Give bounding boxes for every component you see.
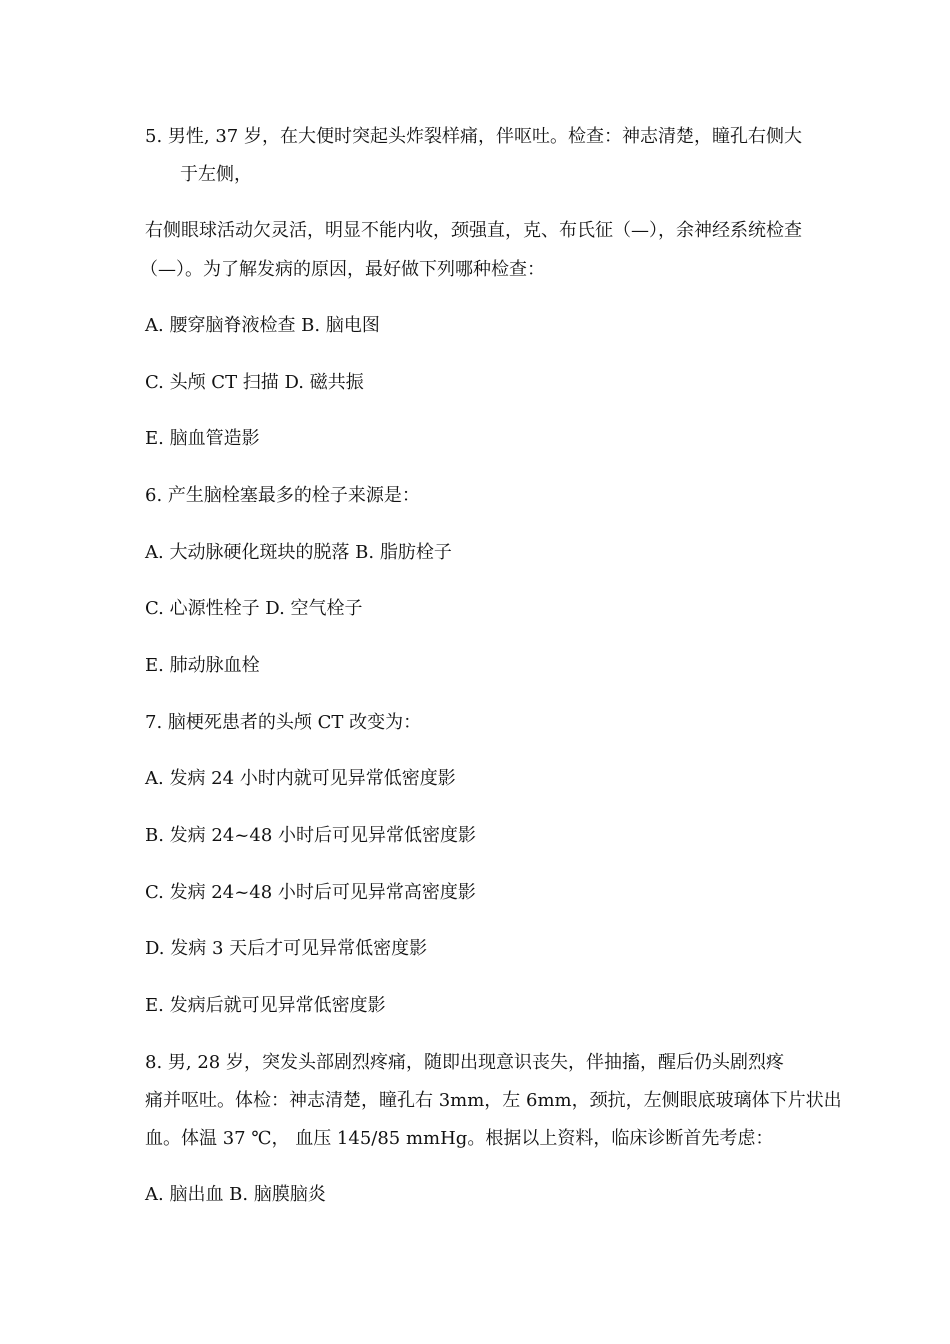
q5-stem-line-3: 右侧眼球活动欠灵活，明显不能内收，颈强直，克、布氏征（—），余神经系统检查 (145, 220, 802, 241)
q5-option-ab: A. 腰穿脑脊液检查 B. 脑电图 (145, 315, 380, 336)
q5-option-e: E. 脑血管造影 (145, 428, 260, 449)
q5-stem-line-1: 5. 男性, 37 岁，在大便时突起头炸裂样痛，伴呕吐。检查：神志清楚，瞳孔右侧大 (145, 126, 802, 147)
q7-option-a: A. 发病 24 小时内就可见异常低密度影 (145, 768, 456, 789)
q5-stem-line-4: （—）。为了解发病的原因，最好做下列哪种检查： (140, 259, 545, 280)
q6-option-cd: C. 心源性栓子 D. 空气栓子 (145, 598, 363, 619)
q7-option-b: B. 发病 24~48 小时后可见异常低密度影 (145, 825, 477, 846)
q7-option-e: E. 发病后就可见异常低密度影 (145, 995, 386, 1016)
q8-stem-line-3: 血。体温 37 ℃， 血压 145/85 mmHg。根据以上资料，临床诊断首先考虑： (145, 1128, 774, 1149)
q6-stem: 6. 产生脑栓塞最多的栓子来源是： (145, 485, 420, 506)
q8-option-ab: A. 脑出血 B. 脑膜脑炎 (145, 1184, 326, 1205)
q6-option-e: E. 肺动脉血栓 (145, 655, 260, 676)
q8-stem-line-1: 8. 男, 28 岁，突发头部剧烈疼痛，随即出现意识丧失，伴抽搐，醒后仍头剧烈疼 (145, 1052, 784, 1073)
q8-stem-line-2: 痛并呕吐。体检：神志清楚，瞳孔右 3mm，左 6mm，颈抗，左侧眼底玻璃体下片状出 (145, 1090, 842, 1111)
q5-option-cd: C. 头颅 CT 扫描 D. 磁共振 (145, 372, 364, 393)
q5-stem-line-2: 于左侧， (180, 164, 252, 185)
q7-option-c: C. 发病 24~48 小时后可见异常高密度影 (145, 882, 476, 903)
q6-option-ab: A. 大动脉硬化斑块的脱落 B. 脂肪栓子 (145, 542, 452, 563)
q7-option-d: D. 发病 3 天后才可见异常低密度影 (145, 938, 428, 959)
q7-stem: 7. 脑梗死患者的头颅 CT 改变为： (145, 712, 422, 733)
